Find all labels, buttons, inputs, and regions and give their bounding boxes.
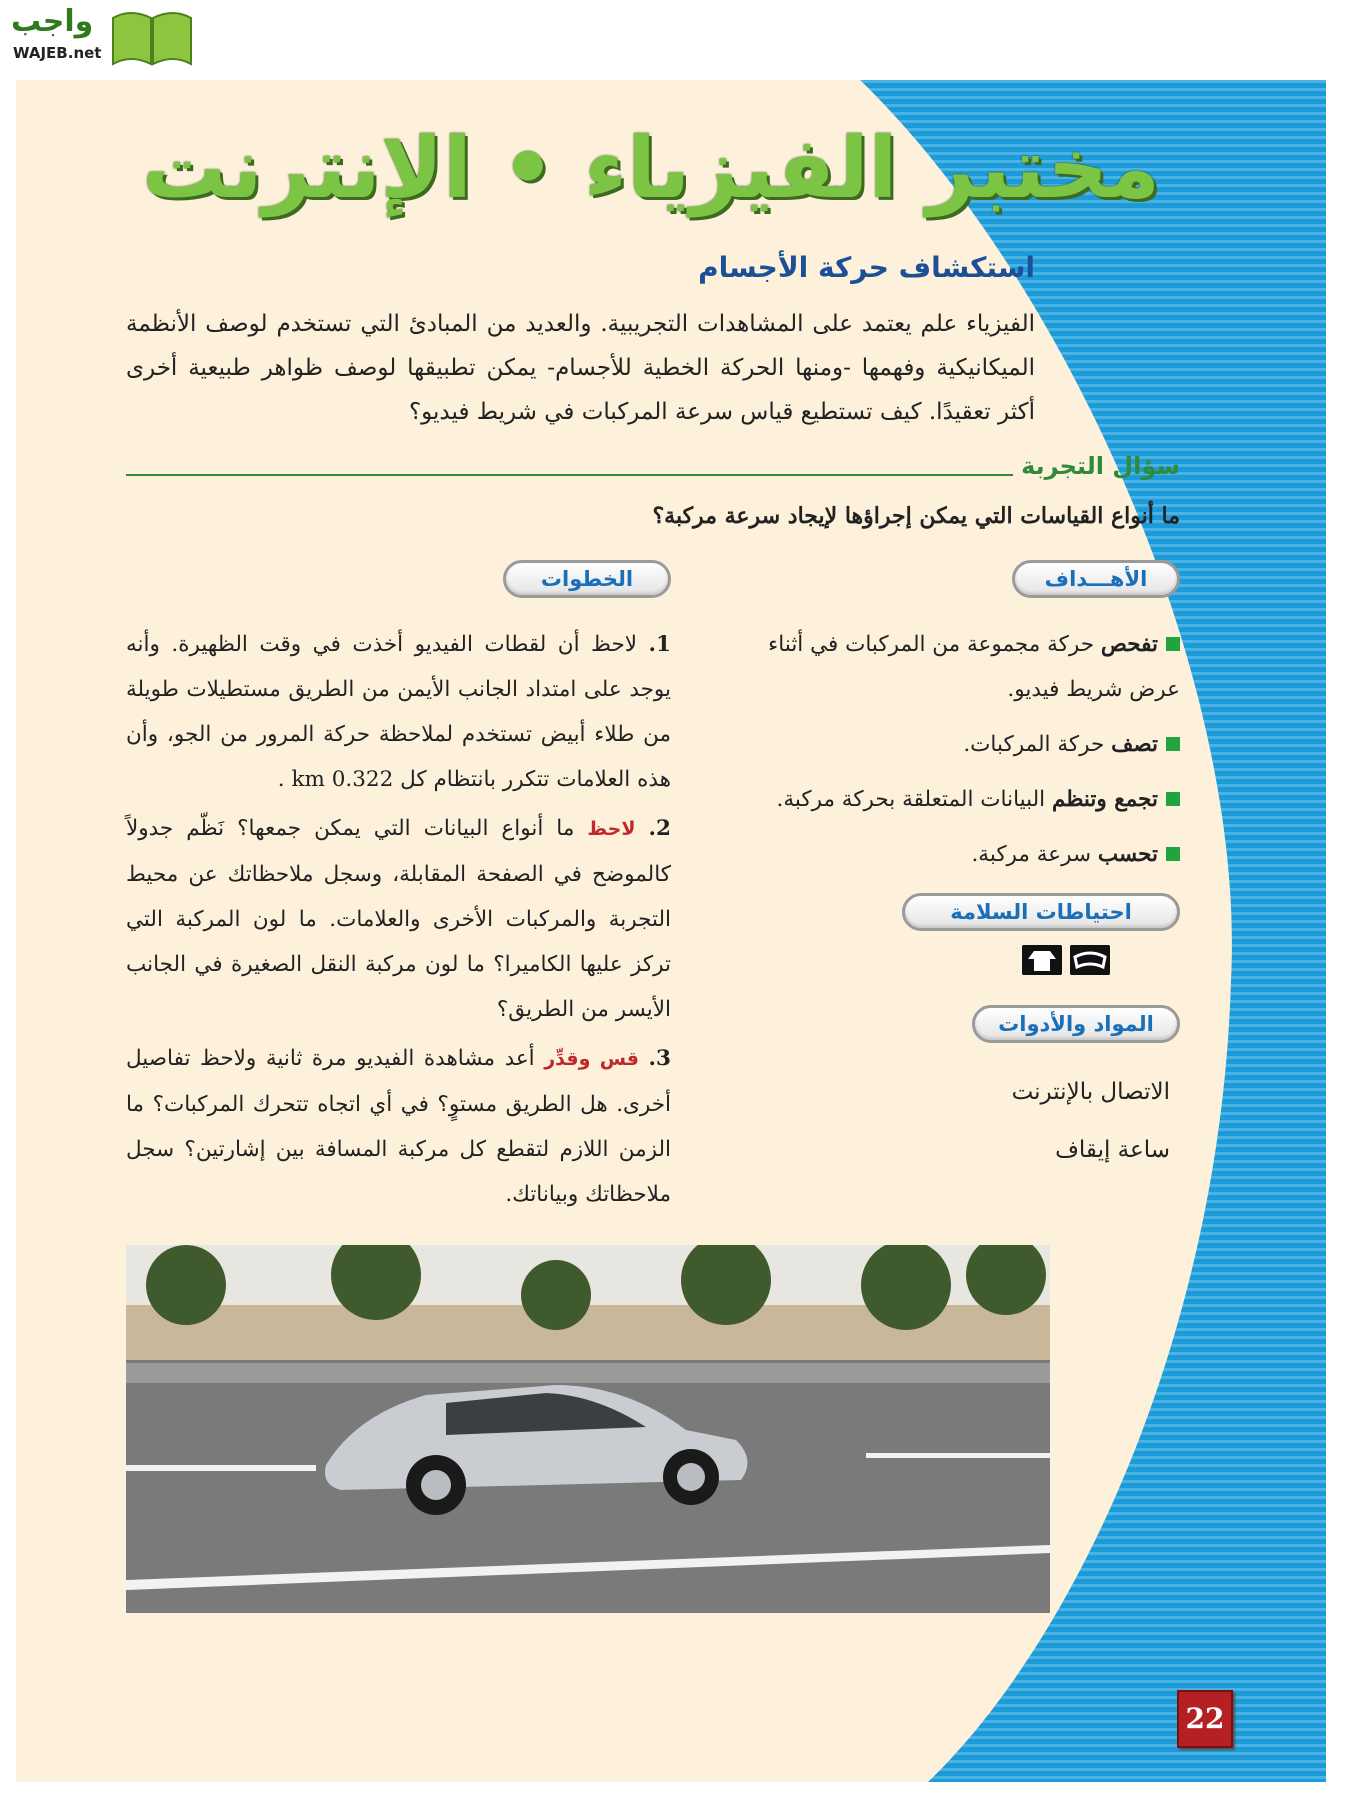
safety-icons: [733, 945, 1110, 975]
two-columns: [126, 560, 1180, 1221]
clothing-protection-icon: [1022, 945, 1062, 975]
objective-item: تجمع وتنظم البيانات المتعلقة بحركة مركبة.: [733, 777, 1180, 822]
step-item: 3. قس وقدِّر أعد مشاهدة الفيديو مرة ثانية ولاحظ تفاصيل أخرى. هل الطريق مستوٍ؟ في أي اتجاه تتحرك المركبات؟ ما الزمن اللازم لتقطع كل مركبة المسافة بين إشارتين؟ سجل ملاحظاتك وبياناتك.: [126, 1046, 672, 1207]
page-content: [126, 248, 1180, 1613]
objective-item: تفحص حركة مجموعة من المركبات في أثناء عرض شريط فيديو.: [768, 632, 1180, 702]
bullet-icon: [1166, 792, 1180, 806]
experiment-question: ما أنواع القياسات التي يمكن إجراؤها لإيجاد سرعة مركبة؟: [652, 503, 1180, 529]
objective-item: تصف حركة المركبات.: [733, 722, 1180, 767]
divider: [126, 474, 1013, 476]
materials-heading: المواد والأدوات: [972, 1005, 1180, 1043]
left-column: [126, 560, 671, 1221]
book-icon: [111, 8, 193, 66]
page-number: 22: [1177, 1690, 1233, 1748]
objective-item: تحسب سرعة مركبة.: [733, 832, 1180, 877]
bullet-icon: [1166, 847, 1180, 861]
materials-list: [733, 1063, 1170, 1179]
objectives-heading: الأهـــداف: [1012, 560, 1180, 598]
bullet-icon: [1166, 637, 1180, 651]
material-item: الاتصال بالإنترنت: [1011, 1079, 1170, 1105]
intro-paragraph: الفيزياء علم يعتمد على المشاهدات التجريبية. والعديد من المبادئ التي تستخدم لوصف الأنظمة الميكانيكية وفهمها -ومنها الحركة الخطية للأجسام- يمكن تطبيقها لوصف ظواهر طبيعية أخرى أكثر تعقيدًا. كيف تستطيع قياس سرعة المركبات في شريط فيديو؟: [126, 311, 1035, 425]
right-column: [733, 560, 1180, 1179]
road-car-photo: [126, 1245, 1050, 1613]
lab-subtitle: استكشاف حركة الأجسام: [698, 251, 1035, 284]
steps-list: [126, 622, 671, 1217]
steps-heading: الخطوات: [503, 560, 671, 598]
objectives-list: [733, 622, 1180, 877]
step-item: 2. لاحظ ما أنواع البيانات التي يمكن جمعها؟ نَظّم جدولاً كالموضح في الصفحة المقابلة، وسجل ملاحظاتك عن محيط التجربة والمركبات الأخرى والعلامات. ما لون المركبة التي تركز عليها الكاميرا؟ ما لون مركبة النقل الصغيرة في الجانب الأيسر من الطريق؟: [126, 816, 671, 1022]
material-item: ساعة إيقاف: [1055, 1137, 1170, 1163]
safety-heading: احتياطات السلامة: [902, 893, 1180, 931]
experiment-question-heading: سؤال التجربة: [1021, 452, 1180, 480]
experiment-question-header: [126, 450, 1180, 482]
wajeb-logo: واجب WAJEB.net: [11, 6, 191, 68]
step-item: 1. لاحظ أن لقطات الفيديو أخذت في وقت الظهيرة. وأنه يوجد على امتداد الجانب الأيمن من الطريق مستطيلات طويلة من طلاء أبيض تستخدم لملاحظة حركة المرور من الجو، وأن هذه العلامات تتكرر بانتظام كل 0.322 km .: [126, 632, 671, 792]
goggles-icon: [1070, 945, 1110, 975]
page-title: مختبر الفيزياء • الإنترنت: [141, 119, 1160, 217]
bullet-icon: [1166, 737, 1180, 751]
